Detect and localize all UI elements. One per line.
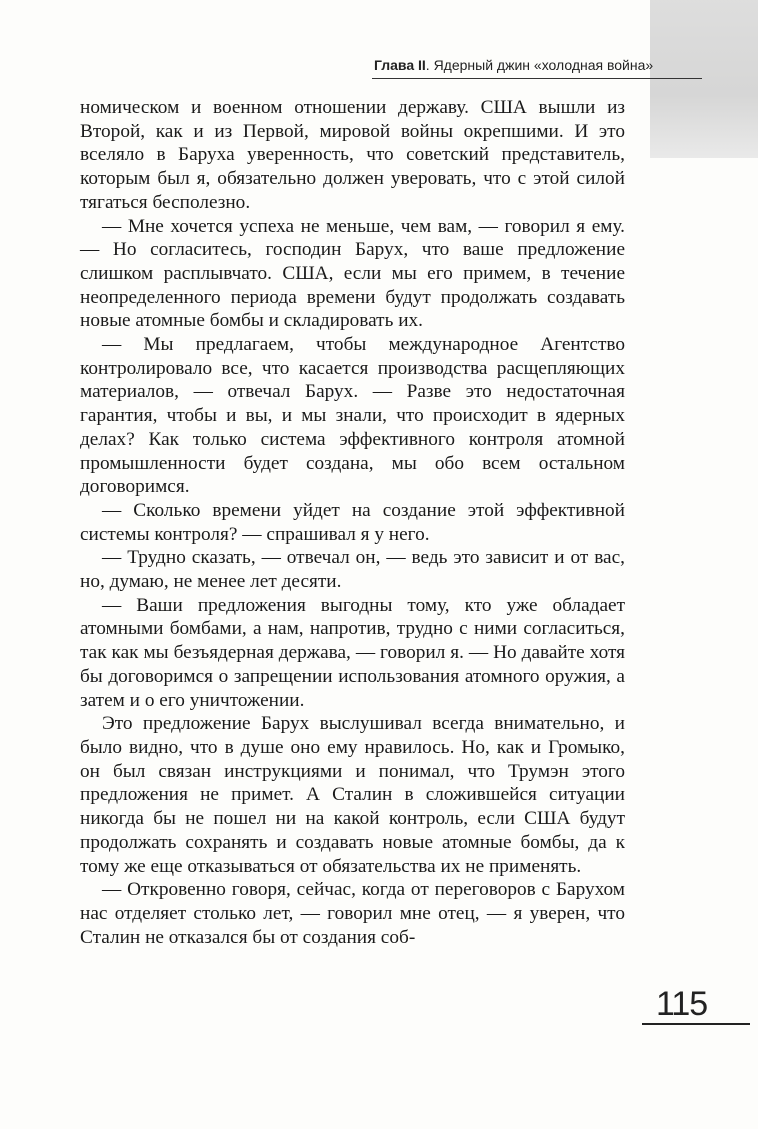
chapter-title: . Ядерный джин «холодная война» (425, 57, 654, 73)
paragraph-6: — Ваши предложения выгодны тому, кто уже обладает атомными бомбами, а нам, напротив, трудно с ними согласиться, так как мы безъядерная держава, — говорил я. — Но давайте хотя бы договоримся о запрещении использования атомного оружия, а затем и о его уничтожении. (80, 594, 625, 711)
page-number: 115 (656, 985, 708, 1023)
running-header (374, 57, 653, 73)
paragraph-4: — Сколько времени уйдет на создание этой эффективной системы контроля? — спрашивал я у него. (80, 499, 625, 545)
chapter-label: Глава II (374, 57, 426, 73)
page-number-underline (642, 1023, 750, 1025)
paragraph-1: номическом и военном отношении державу. США вышли из Второй, как и из Первой, мировой войны окрепшими. И это вселяло в Баруха уверенность, что советский представитель, которым был я, обязательно должен уверовать, что с этой силой тягаться бесполезно. (80, 97, 625, 213)
body-text (80, 96, 625, 949)
corner-thumb-tab (650, 0, 758, 158)
paragraph-2: — Мне хочется успеха не меньше, чем вам, — говорил я ему. — Но согласитесь, господин Барух, что ваше предложение слишком расплывчато. США, если мы его примем, в течение неопределенного периода времени будут продолжать создавать новые атомные бомбы и складировать их. (80, 215, 625, 332)
paragraph-5: — Трудно сказать, — отвечал он, — ведь это зависит и от вас, но, думаю, не менее лет десяти. (80, 547, 625, 593)
paragraph-8: — Откровенно говоря, сейчас, когда от переговоров с Барухом нас отделяет столько лет, — говорил мне отец, — я уверен, что Сталин не отказался бы от создания соб- (80, 879, 625, 948)
paragraph-7: Это предложение Барух выслушивал всегда внимательно, и было видно, что в душе оно ему нравилось. Но, как и Громыко, он был связан инструкциями и понимал, что Трумэн этого предложения не примет. А Сталин в сложившейся ситуации никогда бы не пошел ни на какой контроль, если США будут продолжать сохранять и создавать новые атомные бомбы, да к тому же еще отказываться от обязательства их не применять. (80, 713, 625, 877)
paragraph-3: — Мы предлагаем, чтобы международное Агентство контролировало все, что касается производства расщепляющих материалов, — отвечал Барух. — Разве это недостаточная гарантия, чтобы и вы, и мы знали, что происходит в ядерных делах? Как только система эффективного контроля атомной промышленности будет создана, мы обо всем остальном договоримся. (80, 334, 625, 498)
header-divider (372, 78, 702, 79)
